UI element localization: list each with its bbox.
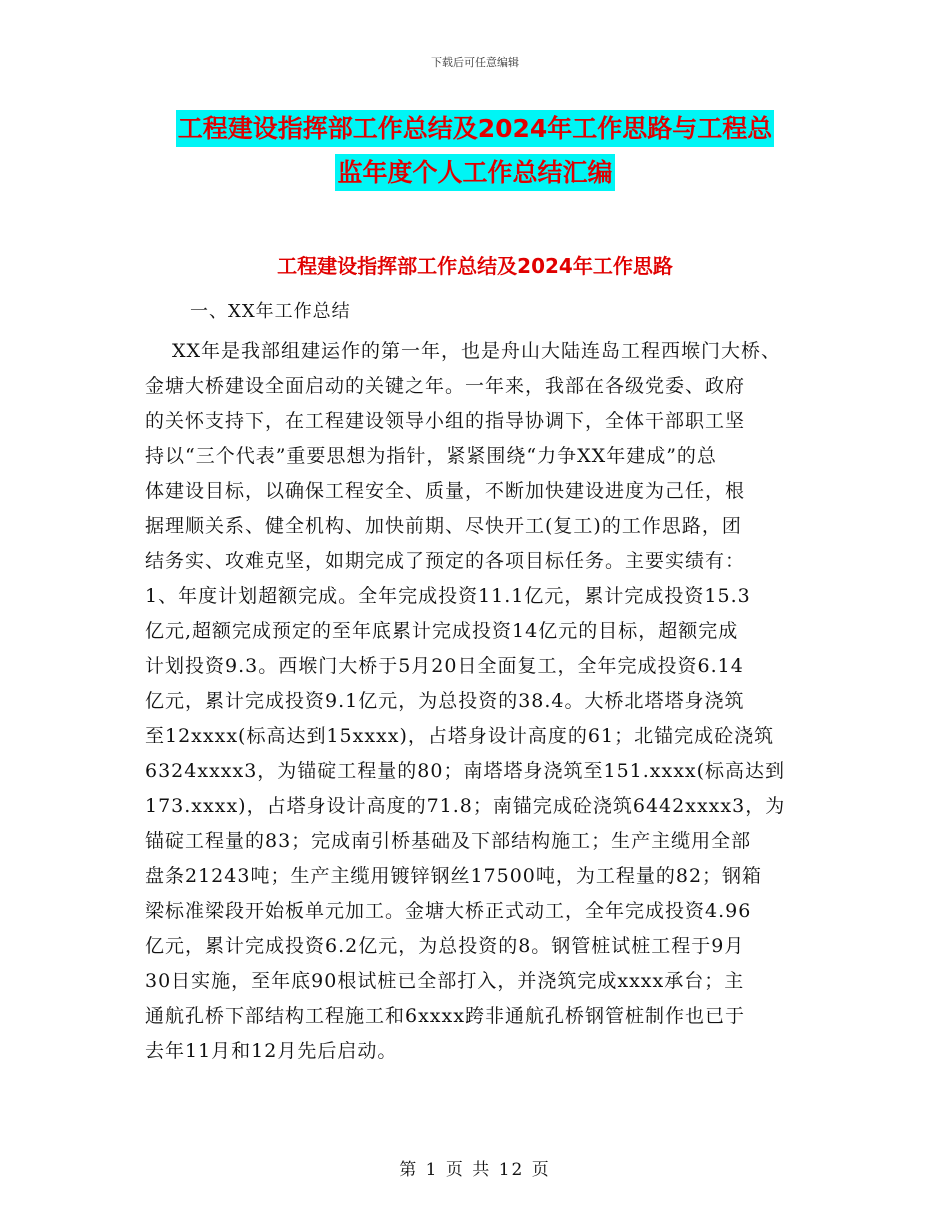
title-text-2: 监年度个人工作总结汇编 <box>335 154 614 191</box>
header-note: 下载后可任意编辑 <box>431 56 519 69</box>
body-line: 持以“三个代表”重要思想为指针，紧紧围绕“力争XX年建成”的总 <box>145 445 717 467</box>
body-line: 据理顺关系、健全机构、加快前期、尽快开工(复工)的工作思路，团 <box>145 515 742 537</box>
body-line: 金塘大桥建设全面启动的关键之年。一年来，我部在各级党委、政府 <box>145 375 746 397</box>
body-line: 的关怀支持下，在工程建设领导小组的指导协调下，全体干部职工坚 <box>145 410 746 432</box>
body-line: 至12xxxx(标高达到15xxxx)，占塔身设计高度的61；北锚完成砼浇筑 <box>145 725 775 747</box>
body-line: 1、年度计划超额完成。全年完成投资11.1亿元，累计完成投资15.3 <box>145 585 751 607</box>
body-line: 锚碇工程量的83；完成南引桥基础及下部结构施工；生产主缆用全部 <box>145 830 752 852</box>
body-line: 盘条21243吨；生产主缆用镀锌钢丝17500吨，为工程量的82；钢箱 <box>145 865 763 887</box>
body-line: 30日实施，至年底90根试桩已全部打入，并浇筑完成xxxx承台；主 <box>145 970 745 992</box>
body-line: 去年11月和12月先后启动。 <box>145 1040 398 1062</box>
body-line: 体建设目标，以确保工程安全、质量，不断加快建设进度为己任，根 <box>145 480 746 502</box>
body-line: 亿元，累计完成投资6.2亿元，为总投资的8。钢管桩试桩工程于9月 <box>145 935 745 957</box>
body-line: 亿元,超额完成预定的至年底累计完成投资14亿元的目标，超额完成 <box>145 620 739 642</box>
body-line: 梁标准梁段开始板单元加工。金塘大桥正式动工，全年完成投资4.96 <box>145 900 752 922</box>
section-title: 工程建设指挥部工作总结及2024年工作思路 <box>277 254 673 278</box>
body-line: 通航孔桥下部结构工程施工和6xxxx跨非通航孔桥钢管桩制作也已于 <box>145 1005 745 1027</box>
page-footer: 第 1 页 共 12 页 <box>399 1160 551 1180</box>
body-line: 173.xxxx)，占塔身设计高度的71.8；南锚完成砼浇筑6442xxxx3，为 <box>145 795 786 817</box>
body-line: 计划投资9.3。西堠门大桥于5月20日全面复工，全年完成投资6.14 <box>145 655 744 677</box>
document-title-line-2 <box>0 158 950 188</box>
body-line: 结务实、攻难克坚，如期完成了预定的各项目标任务。主要实绩有： <box>145 550 746 572</box>
body-line: XX年是我部组建运作的第一年，也是舟山大陆连岛工程西堠门大桥、 <box>172 340 782 362</box>
document-title-line-1 <box>0 114 950 144</box>
body-line: 6324xxxx3，为锚碇工程量的80；南塔塔身浇筑至151.xxxx(标高达到 <box>145 760 786 782</box>
section-heading: 一、XX年工作总结 <box>190 301 351 322</box>
body-line: 亿元，累计完成投资9.1亿元，为总投资的38.4。大桥北塔塔身浇筑 <box>145 690 745 712</box>
title-text-1: 工程建设指挥部工作总结及2024年工作思路与工程总 <box>176 110 775 147</box>
